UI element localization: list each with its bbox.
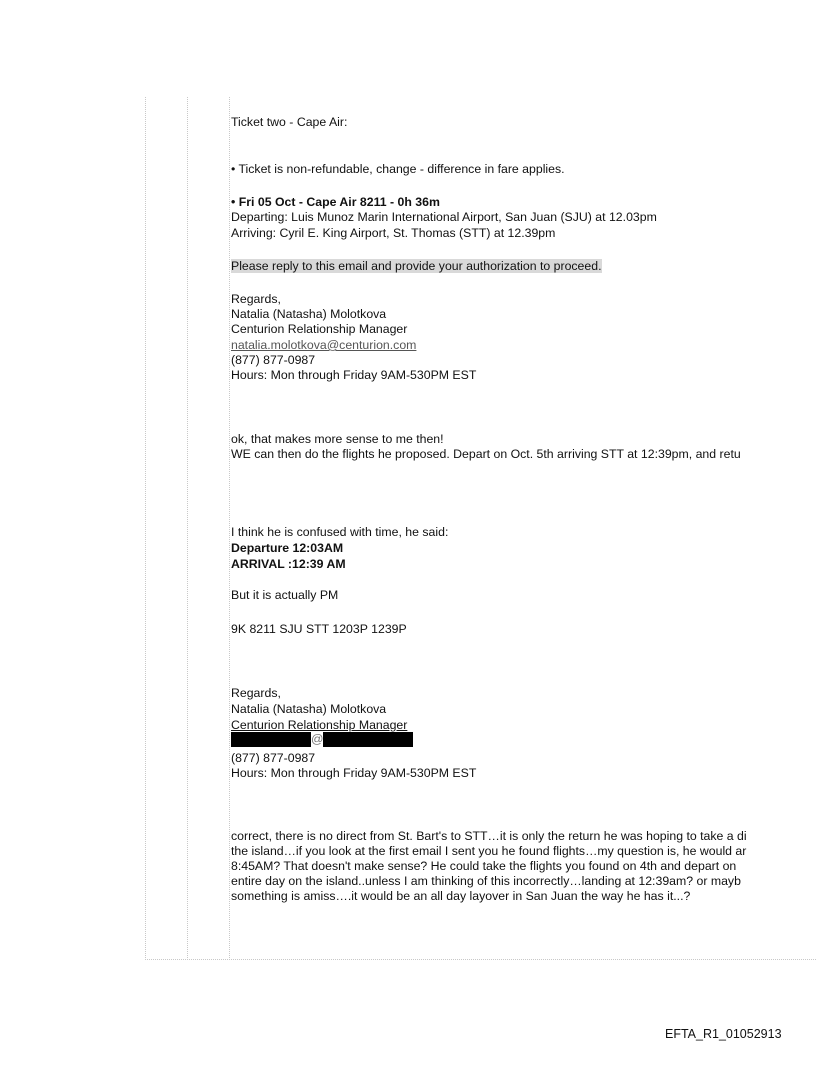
redaction-box <box>323 732 413 747</box>
left-border-rule <box>145 97 146 960</box>
sig2-redacted-email <box>231 732 413 747</box>
sig1-hours: Hours: Mon through Friday 9AM-530PM EST <box>231 368 477 382</box>
body-line-4: entire day on the island..unless I am thinking of this incorrectly…landing at 12:39am? or mayb <box>231 874 741 888</box>
body-line-5: something is amiss….it would be an all day layover in San Juan the way he has it...? <box>231 889 691 903</box>
quote-rule-outer <box>187 97 188 960</box>
actually-pm: But it is actually PM <box>231 588 339 602</box>
bottom-border-rule <box>145 959 816 960</box>
sig1-phone: (877) 877-0987 <box>231 353 316 367</box>
redaction-box <box>231 732 311 747</box>
quoted-departure: Departure 12:03AM <box>231 541 344 555</box>
authorization-request: Please reply to this email and provide your authorization to proceed. <box>231 259 602 273</box>
body-line-1: correct, there is no direct from St. Bart's to STT…it is only the return he was hoping to take a di <box>231 829 747 843</box>
sig1-title: Centurion Relationship Manager <box>231 322 408 336</box>
arriving-line: Arriving: Cyril E. King Airport, St. Thomas (STT) at 12.39pm <box>231 226 556 240</box>
quote-rule-inner <box>229 97 230 960</box>
departing-line: Departing: Luis Munoz Marin International Airport, San Juan (SJU) at 12.03pm <box>231 210 657 224</box>
sig1-regards: Regards, <box>231 292 281 306</box>
quoted-arrival: ARRIVAL :12:39 AM <box>231 557 346 571</box>
confused-intro: I think he is confused with time, he said: <box>231 525 449 539</box>
reply-line-1: ok, that makes more sense to me then! <box>231 432 444 446</box>
sig2-at: @ <box>311 732 324 746</box>
document-id: EFTA_R1_01052913 <box>665 1027 782 1041</box>
sig2-title: Centurion Relationship Manager <box>231 718 408 732</box>
body-line-3: 8:45AM? That doesn't make sense? He could take the flights you found on 4th and depart on <box>231 859 737 873</box>
sig2-regards: Regards, <box>231 686 281 700</box>
sig2-phone: (877) 877-0987 <box>231 751 316 765</box>
sig2-hours: Hours: Mon through Friday 9AM-530PM EST <box>231 766 477 780</box>
reply-line-2: WE can then do the flights he proposed. Depart on Oct. 5th arriving STT at 12:39pm, and retu <box>231 447 741 461</box>
ticket-heading: Ticket two - Cape Air: <box>231 115 348 129</box>
flight-code: 9K 8211 SJU STT 1203P 1239P <box>231 622 407 636</box>
flight-bullet: • Fri 05 Oct - Cape Air 8211 - 0h 36m <box>231 195 440 209</box>
sig2-name: Natalia (Natasha) Molotkova <box>231 702 387 716</box>
sig1-name: Natalia (Natasha) Molotkova <box>231 307 387 321</box>
refund-bullet: • Ticket is non-refundable, change - difference in fare applies. <box>231 162 565 176</box>
body-line-2: the island…if you look at the first email I sent you he found flights…my question is, he would ar <box>231 844 747 858</box>
sig1-email-link[interactable]: natalia.molotkova@centurion.com <box>231 338 417 352</box>
